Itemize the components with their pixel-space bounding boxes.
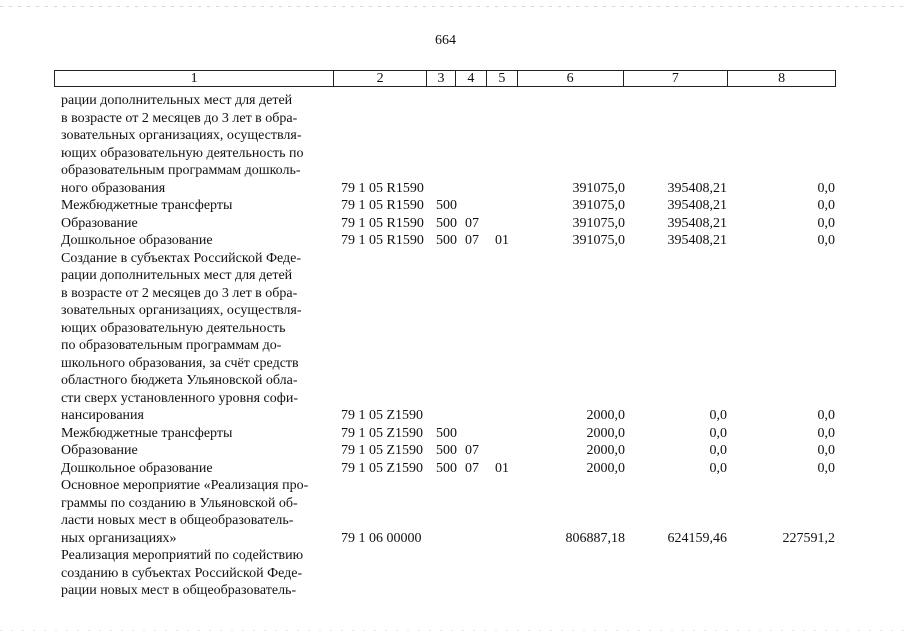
row-description xyxy=(61,250,329,425)
row-description xyxy=(61,232,329,250)
row-code: 79 1 05 Z1590 xyxy=(341,408,424,423)
description-line: Межбюджетные трансферты xyxy=(61,425,233,441)
row-value-6: 806887,18 xyxy=(565,530,625,546)
row-col4: 07 xyxy=(465,460,479,476)
row-value-8: 0,0 xyxy=(817,408,835,423)
table-row xyxy=(0,232,905,250)
row-description xyxy=(61,477,329,547)
header-col-8: 8 xyxy=(778,71,786,86)
row-value-8: 0,0 xyxy=(817,198,835,213)
row-code: 79 1 06 00000 xyxy=(341,530,422,546)
row-description xyxy=(61,92,329,197)
scan-artifact-top xyxy=(0,6,905,7)
description-line: сти сверх установленного уровня софи- xyxy=(61,390,298,406)
row-value-8: 0,0 xyxy=(817,460,835,476)
row-description xyxy=(61,547,329,600)
row-description xyxy=(61,197,329,215)
description-line: Реализация мероприятий по содействию xyxy=(61,548,304,563)
description-line: созданию в субъектах Российской Феде- xyxy=(61,565,303,581)
description-line: образовательным программам дошколь- xyxy=(61,163,301,178)
row-description xyxy=(61,442,329,460)
row-value-6: 391075,0 xyxy=(572,180,625,196)
table-body xyxy=(0,92,905,600)
header-col-5: 5 xyxy=(487,71,518,86)
row-value-6: 2000,0 xyxy=(586,408,625,423)
row-description xyxy=(61,425,329,443)
row-value-8: 0,0 xyxy=(817,425,835,441)
table-row xyxy=(0,547,905,600)
description-line: рации новых мест в общеобразователь- xyxy=(61,583,297,598)
table-row xyxy=(0,460,905,478)
table-row xyxy=(0,250,905,425)
row-value-7: 624159,46 xyxy=(667,530,727,546)
row-value-6: 391075,0 xyxy=(572,198,625,213)
header-col-6: 6 xyxy=(518,71,624,86)
description-line: граммы по созданию в Ульяновской об- xyxy=(61,495,298,511)
row-value-6: 391075,0 xyxy=(572,233,625,248)
row-value-7: 395408,21 xyxy=(667,215,727,231)
header-col-2: 2 xyxy=(334,71,427,86)
row-value-8: 227591,2 xyxy=(782,530,835,546)
row-description xyxy=(61,215,329,233)
row-code: 79 1 05 R1590 xyxy=(341,215,424,231)
table-row xyxy=(0,92,905,197)
scan-artifact-bottom xyxy=(0,630,905,631)
row-col4: 07 xyxy=(465,215,479,231)
row-col5: 01 xyxy=(495,460,509,476)
description-line: в возрасте от 2 месяцев до 3 лет в обра- xyxy=(61,110,298,126)
row-value-6: 391075,0 xyxy=(572,215,625,231)
description-line: Образование xyxy=(61,215,138,231)
row-col5: 01 xyxy=(495,233,509,248)
row-code: 79 1 05 Z1590 xyxy=(341,443,424,458)
row-value-7: 0,0 xyxy=(709,425,727,441)
row-value-7: 0,0 xyxy=(709,408,727,423)
row-col3: 500 xyxy=(436,425,457,441)
description-line: Дошкольное образование xyxy=(61,233,213,248)
description-line: рации дополнительных мест для детей xyxy=(61,93,293,108)
row-value-6: 2000,0 xyxy=(586,460,625,476)
row-code: 79 1 05 R1590 xyxy=(341,180,424,196)
description-line: Дошкольное образование xyxy=(61,460,213,476)
header-col-1: 1 xyxy=(55,71,334,86)
description-line: Основное мероприятие «Реализация про- xyxy=(61,478,309,493)
table-row xyxy=(0,425,905,443)
description-line: ласти новых мест в общеобразователь- xyxy=(61,513,294,528)
description-line: Создание в субъектах Российской Феде- xyxy=(61,250,302,266)
table-row xyxy=(0,215,905,233)
row-value-7: 395408,21 xyxy=(667,180,727,196)
description-line: ных организациях» xyxy=(61,530,177,546)
table-row xyxy=(0,442,905,460)
description-line: нансирования xyxy=(61,408,144,423)
row-code: 79 1 05 Z1590 xyxy=(341,460,424,476)
row-col3: 500 xyxy=(436,215,457,231)
row-value-7: 395408,21 xyxy=(667,198,727,213)
description-line: зовательных организациях, осуществля- xyxy=(61,303,302,318)
row-value-7: 0,0 xyxy=(709,443,727,458)
row-value-8: 0,0 xyxy=(817,180,835,196)
row-code: 79 1 05 Z1590 xyxy=(341,425,424,441)
description-line: Образование xyxy=(61,443,138,458)
description-line: ного образования xyxy=(61,180,166,196)
row-col3: 500 xyxy=(436,233,457,248)
table-row xyxy=(0,197,905,215)
page-number: 664 xyxy=(435,33,456,48)
description-line: ющих образовательную деятельность по xyxy=(61,145,304,161)
row-value-7: 0,0 xyxy=(709,460,727,476)
row-value-6: 2000,0 xyxy=(586,443,625,458)
header-col-3: 3 xyxy=(427,71,456,86)
table-row xyxy=(0,477,905,547)
row-description xyxy=(61,460,329,478)
row-col3: 500 xyxy=(436,198,457,213)
row-value-8: 0,0 xyxy=(817,443,835,458)
description-line: по образовательным программам до- xyxy=(61,338,282,353)
description-line: Межбюджетные трансферты xyxy=(61,198,233,213)
description-line: в возрасте от 2 месяцев до 3 лет в обра- xyxy=(61,285,298,301)
table-header xyxy=(54,70,836,87)
row-col4: 07 xyxy=(465,443,479,458)
row-code: 79 1 05 R1590 xyxy=(341,233,424,248)
description-line: ющих образовательную деятельность xyxy=(61,320,286,336)
row-value-8: 0,0 xyxy=(817,215,835,231)
header-col-4: 4 xyxy=(456,71,487,86)
row-code: 79 1 05 R1590 xyxy=(341,198,424,213)
description-line: зовательных организациях, осуществля- xyxy=(61,128,302,143)
row-col3: 500 xyxy=(436,460,457,476)
row-value-7: 395408,21 xyxy=(667,233,727,248)
description-line: школьного образования, за счёт средств xyxy=(61,355,299,371)
row-col3: 500 xyxy=(436,443,457,458)
header-col-7: 7 xyxy=(624,71,729,86)
row-value-6: 2000,0 xyxy=(586,425,625,441)
row-col4: 07 xyxy=(465,233,479,248)
description-line: областного бюджета Ульяновской обла- xyxy=(61,373,298,388)
row-value-8: 0,0 xyxy=(817,233,835,248)
description-line: рации дополнительных мест для детей xyxy=(61,268,293,283)
